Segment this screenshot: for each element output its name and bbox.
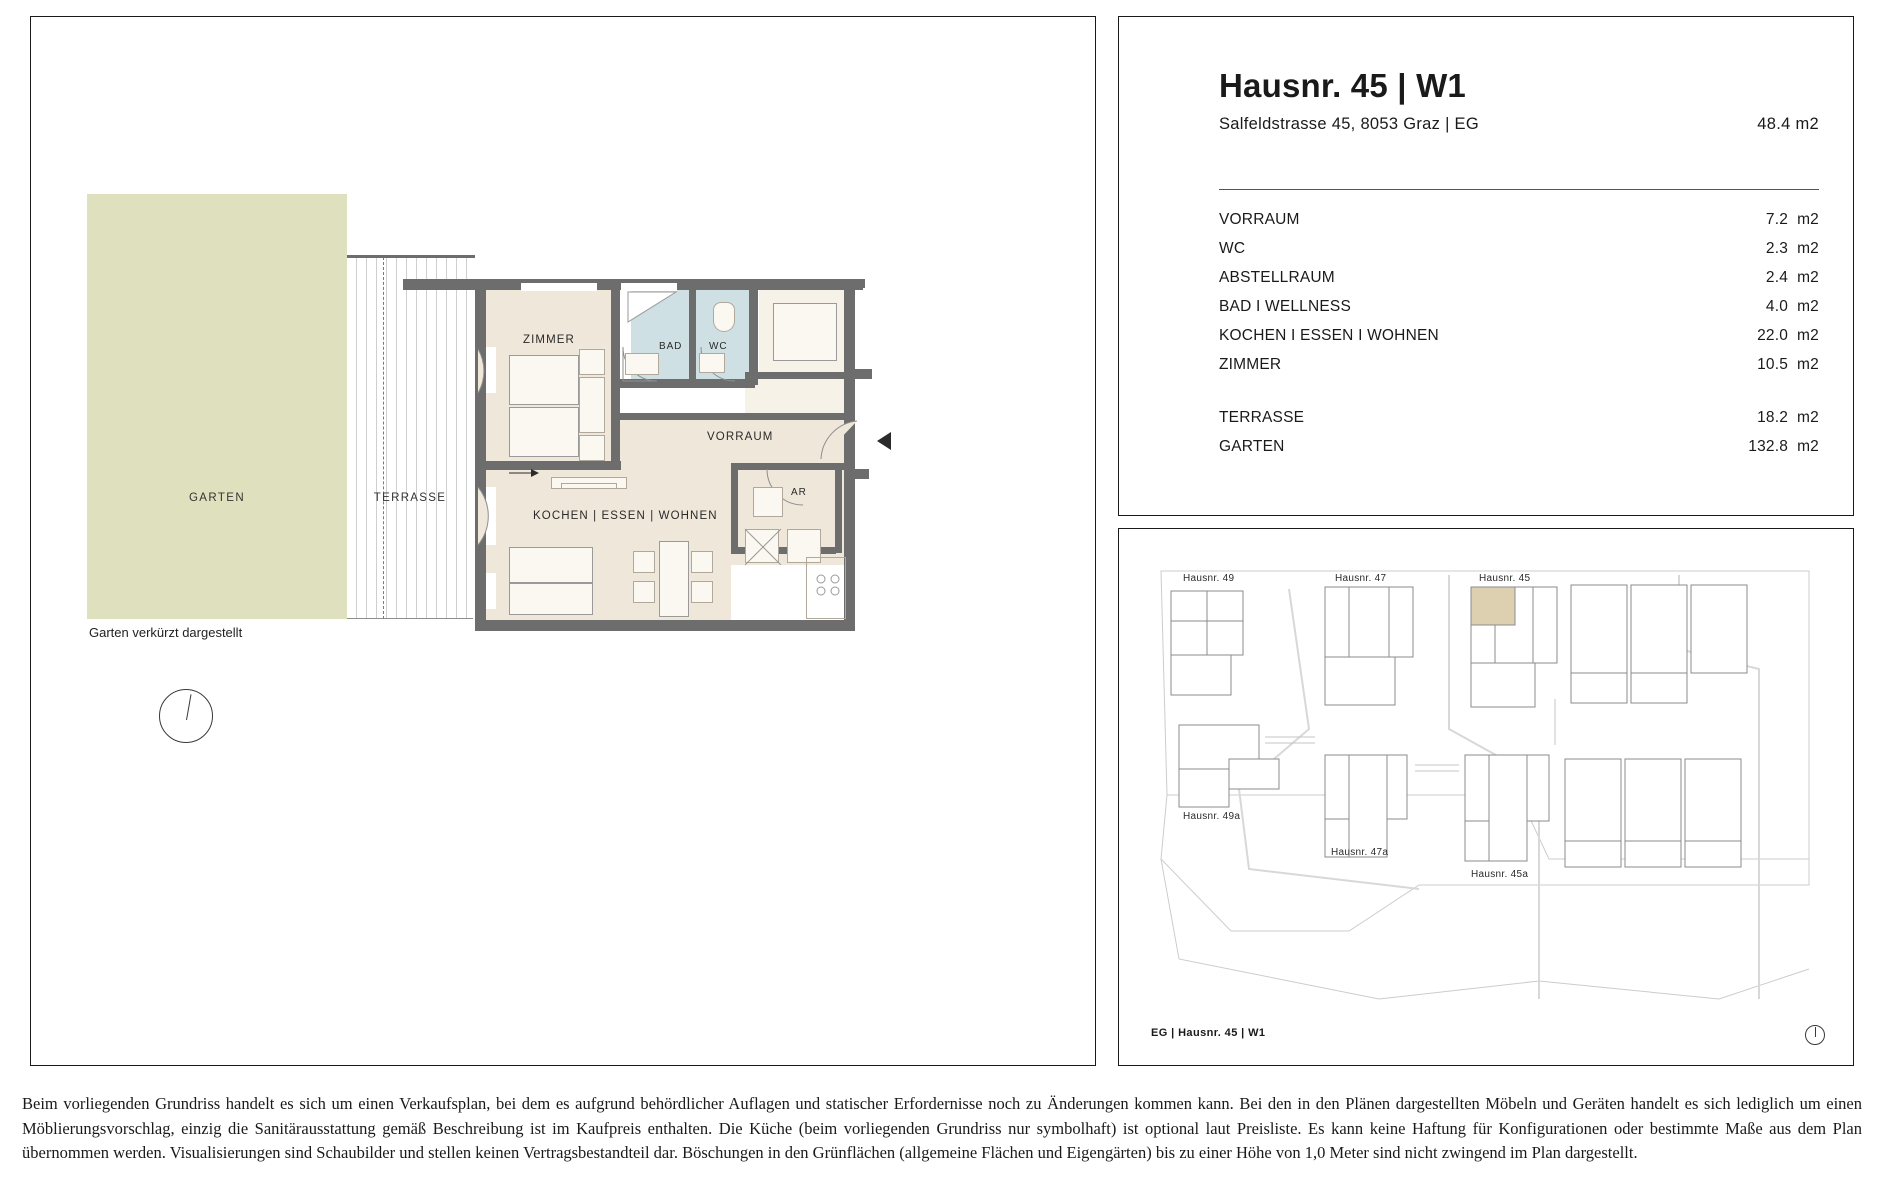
wardrobe-zimmer xyxy=(579,377,605,433)
floorplan-drawing xyxy=(31,17,1095,1065)
outdoor-name: TERRASSE xyxy=(1219,409,1305,426)
room-area: 22.0 m2 xyxy=(1757,327,1819,344)
wall-bad-wc xyxy=(689,285,696,381)
bed-2 xyxy=(509,407,579,457)
terrace-area xyxy=(347,257,473,619)
title-block xyxy=(1219,67,1819,134)
terrace-label: TERRASSE xyxy=(373,492,447,504)
room-row xyxy=(1219,321,1819,350)
outdoor-row xyxy=(1219,432,1819,461)
floorplan-panel xyxy=(30,16,1096,1066)
chair-2 xyxy=(633,581,655,603)
nightstand-2 xyxy=(579,435,605,461)
highlighted-unit xyxy=(1471,587,1515,625)
outdoor-area: 132.8 m2 xyxy=(1748,438,1819,455)
terrace-divider-line xyxy=(383,257,384,619)
wall-bottom xyxy=(475,620,855,631)
wall-zimmer-right xyxy=(611,285,620,467)
label-vorraum: VORRAUM xyxy=(707,431,774,443)
label-zimmer: ZIMMER xyxy=(523,334,575,346)
siteplan-graphic xyxy=(1119,529,1855,1067)
terrace-decking-pattern xyxy=(347,258,473,618)
door-terrace-wohnen xyxy=(486,487,496,545)
window-wohnen xyxy=(486,573,496,609)
site-house-tag: Hausnr. 47a xyxy=(1331,847,1389,858)
sofa-part-2 xyxy=(509,583,593,615)
label-ar: AR xyxy=(791,487,807,498)
wall-ar-right xyxy=(835,463,842,553)
siteplan-panel xyxy=(1118,528,1854,1066)
sideboard-inner xyxy=(561,483,617,489)
room-name: BAD I WELLNESS xyxy=(1219,298,1352,315)
wall-right-stub-2 xyxy=(855,469,869,479)
room-name: WC xyxy=(1219,240,1246,257)
room-area: 7.2 m2 xyxy=(1765,211,1819,228)
siteplan-footer: EG | Hausnr. 45 | W1 xyxy=(1151,1027,1266,1039)
room-row xyxy=(1219,234,1819,263)
outer-furniture xyxy=(773,303,837,361)
site-house-tag: Hausnr. 45a xyxy=(1471,869,1529,880)
garden-label: GARTEN xyxy=(188,492,246,504)
room-area: 4.0 m2 xyxy=(1765,298,1819,315)
wall-vorraum-top xyxy=(620,413,855,420)
room-row xyxy=(1219,205,1819,234)
dining-table xyxy=(659,541,689,617)
room-row xyxy=(1219,350,1819,379)
room-name: ZIMMER xyxy=(1219,356,1282,373)
toilet-wc xyxy=(713,302,735,332)
wall-ar-left xyxy=(731,463,738,553)
site-house-tag: Hausnr. 49a xyxy=(1183,811,1241,822)
sofa-part-1 xyxy=(509,547,593,583)
window-zimmer xyxy=(486,347,496,393)
label-bad: BAD xyxy=(659,341,683,352)
room-area-list xyxy=(1219,205,1819,461)
label-wc: WC xyxy=(709,341,728,352)
plan-sheet xyxy=(30,16,1854,1066)
garden-area xyxy=(87,194,347,619)
room-row xyxy=(1219,292,1819,321)
info-panel xyxy=(1118,16,1854,516)
wall-entry-top xyxy=(745,372,855,379)
compass-icon xyxy=(159,689,213,743)
wall-left xyxy=(475,279,486,631)
siteplan-drawing xyxy=(1119,529,1853,1065)
window-zimmer-top xyxy=(521,283,597,291)
wall-bath-bottom xyxy=(620,379,755,388)
chair-1 xyxy=(633,551,655,573)
room-name: VORRAUM xyxy=(1219,211,1300,228)
room-name: ABSTELLRAUM xyxy=(1219,269,1335,286)
outdoor-row xyxy=(1219,403,1819,432)
room-area: 2.4 m2 xyxy=(1765,269,1819,286)
appliance-cross-icon xyxy=(743,527,783,567)
ar-shelf xyxy=(753,487,783,517)
entrance-arrow-icon xyxy=(877,432,891,450)
chair-3 xyxy=(691,551,713,573)
total-area-value: 48.4 m2 xyxy=(1757,115,1819,133)
room-row xyxy=(1219,263,1819,292)
address-text: Salfeldstrasse 45, 8053 Graz | EG xyxy=(1219,115,1479,133)
page-title: Hausnr. 45 | W1 xyxy=(1219,67,1466,104)
title-divider xyxy=(1219,189,1819,190)
list-gap xyxy=(1219,379,1819,403)
window-bad xyxy=(621,283,677,291)
outdoor-area: 18.2 m2 xyxy=(1757,409,1819,426)
site-house-tag: Hausnr. 45 xyxy=(1479,573,1531,584)
address-row xyxy=(1219,115,1819,134)
disclaimer-text: Beim vorliegenden Grundriss handelt es sich um einen Verkaufsplan, bei dem es aufgrund behördlicher Auflagen und statischer Erfordernisse noch zu Änderungen kommen kann. Bei den in den Plänen dargestellten Möbeln und Geräten handelt es sich lediglich um einen Möblierungsvorschlag, einzig die Sanitärausstattung gemäß Beschreibung ist im Kaufpreis enthalten. Die Küche (beim vorliegenden Grundriss nur symbolhaft) ist optional laut Preisliste. Es kann keine Haftung für Konfigurationen oder bestimmte Maße aus dem Plan übernommen werden. Visualisierungen sind Schaubilder und stellen keinen Vertragsbestandteil dar. Böschungen in den Grünflächen (allgemeine Flächen und Eigengärten) bis zu einer Höhe von 1,0 Meter sind nicht zwingend im Plan dargestellt. xyxy=(22,1094,1862,1162)
terrace-edge-top xyxy=(347,255,475,258)
wall-right-stub-top xyxy=(851,279,865,288)
bed-1 xyxy=(509,355,579,405)
room-area: 10.5 m2 xyxy=(1757,356,1819,373)
outdoor-name: GARTEN xyxy=(1219,438,1285,455)
room-name: KOCHEN I ESSEN I WOHNEN xyxy=(1219,327,1439,344)
siteplan-compass-icon xyxy=(1805,1025,1825,1045)
site-house-tag: Hausnr. 49 xyxy=(1183,573,1235,584)
room-area: 2.3 m2 xyxy=(1765,240,1819,257)
chair-4 xyxy=(691,581,713,603)
site-house-tag: Hausnr. 47 xyxy=(1335,573,1387,584)
wall-wc-right xyxy=(749,285,758,385)
sink-wc xyxy=(699,353,725,373)
nightstand-1 xyxy=(579,349,605,375)
vorraum-floor xyxy=(611,417,851,469)
label-wohnen: KOCHEN | ESSEN | WOHNEN xyxy=(533,510,718,522)
garden-note: Garten verkürzt dargestellt xyxy=(89,625,243,640)
kitchen-counter xyxy=(806,557,846,619)
sink-bad xyxy=(625,353,659,375)
wall-zimmer-bottom xyxy=(483,461,621,470)
